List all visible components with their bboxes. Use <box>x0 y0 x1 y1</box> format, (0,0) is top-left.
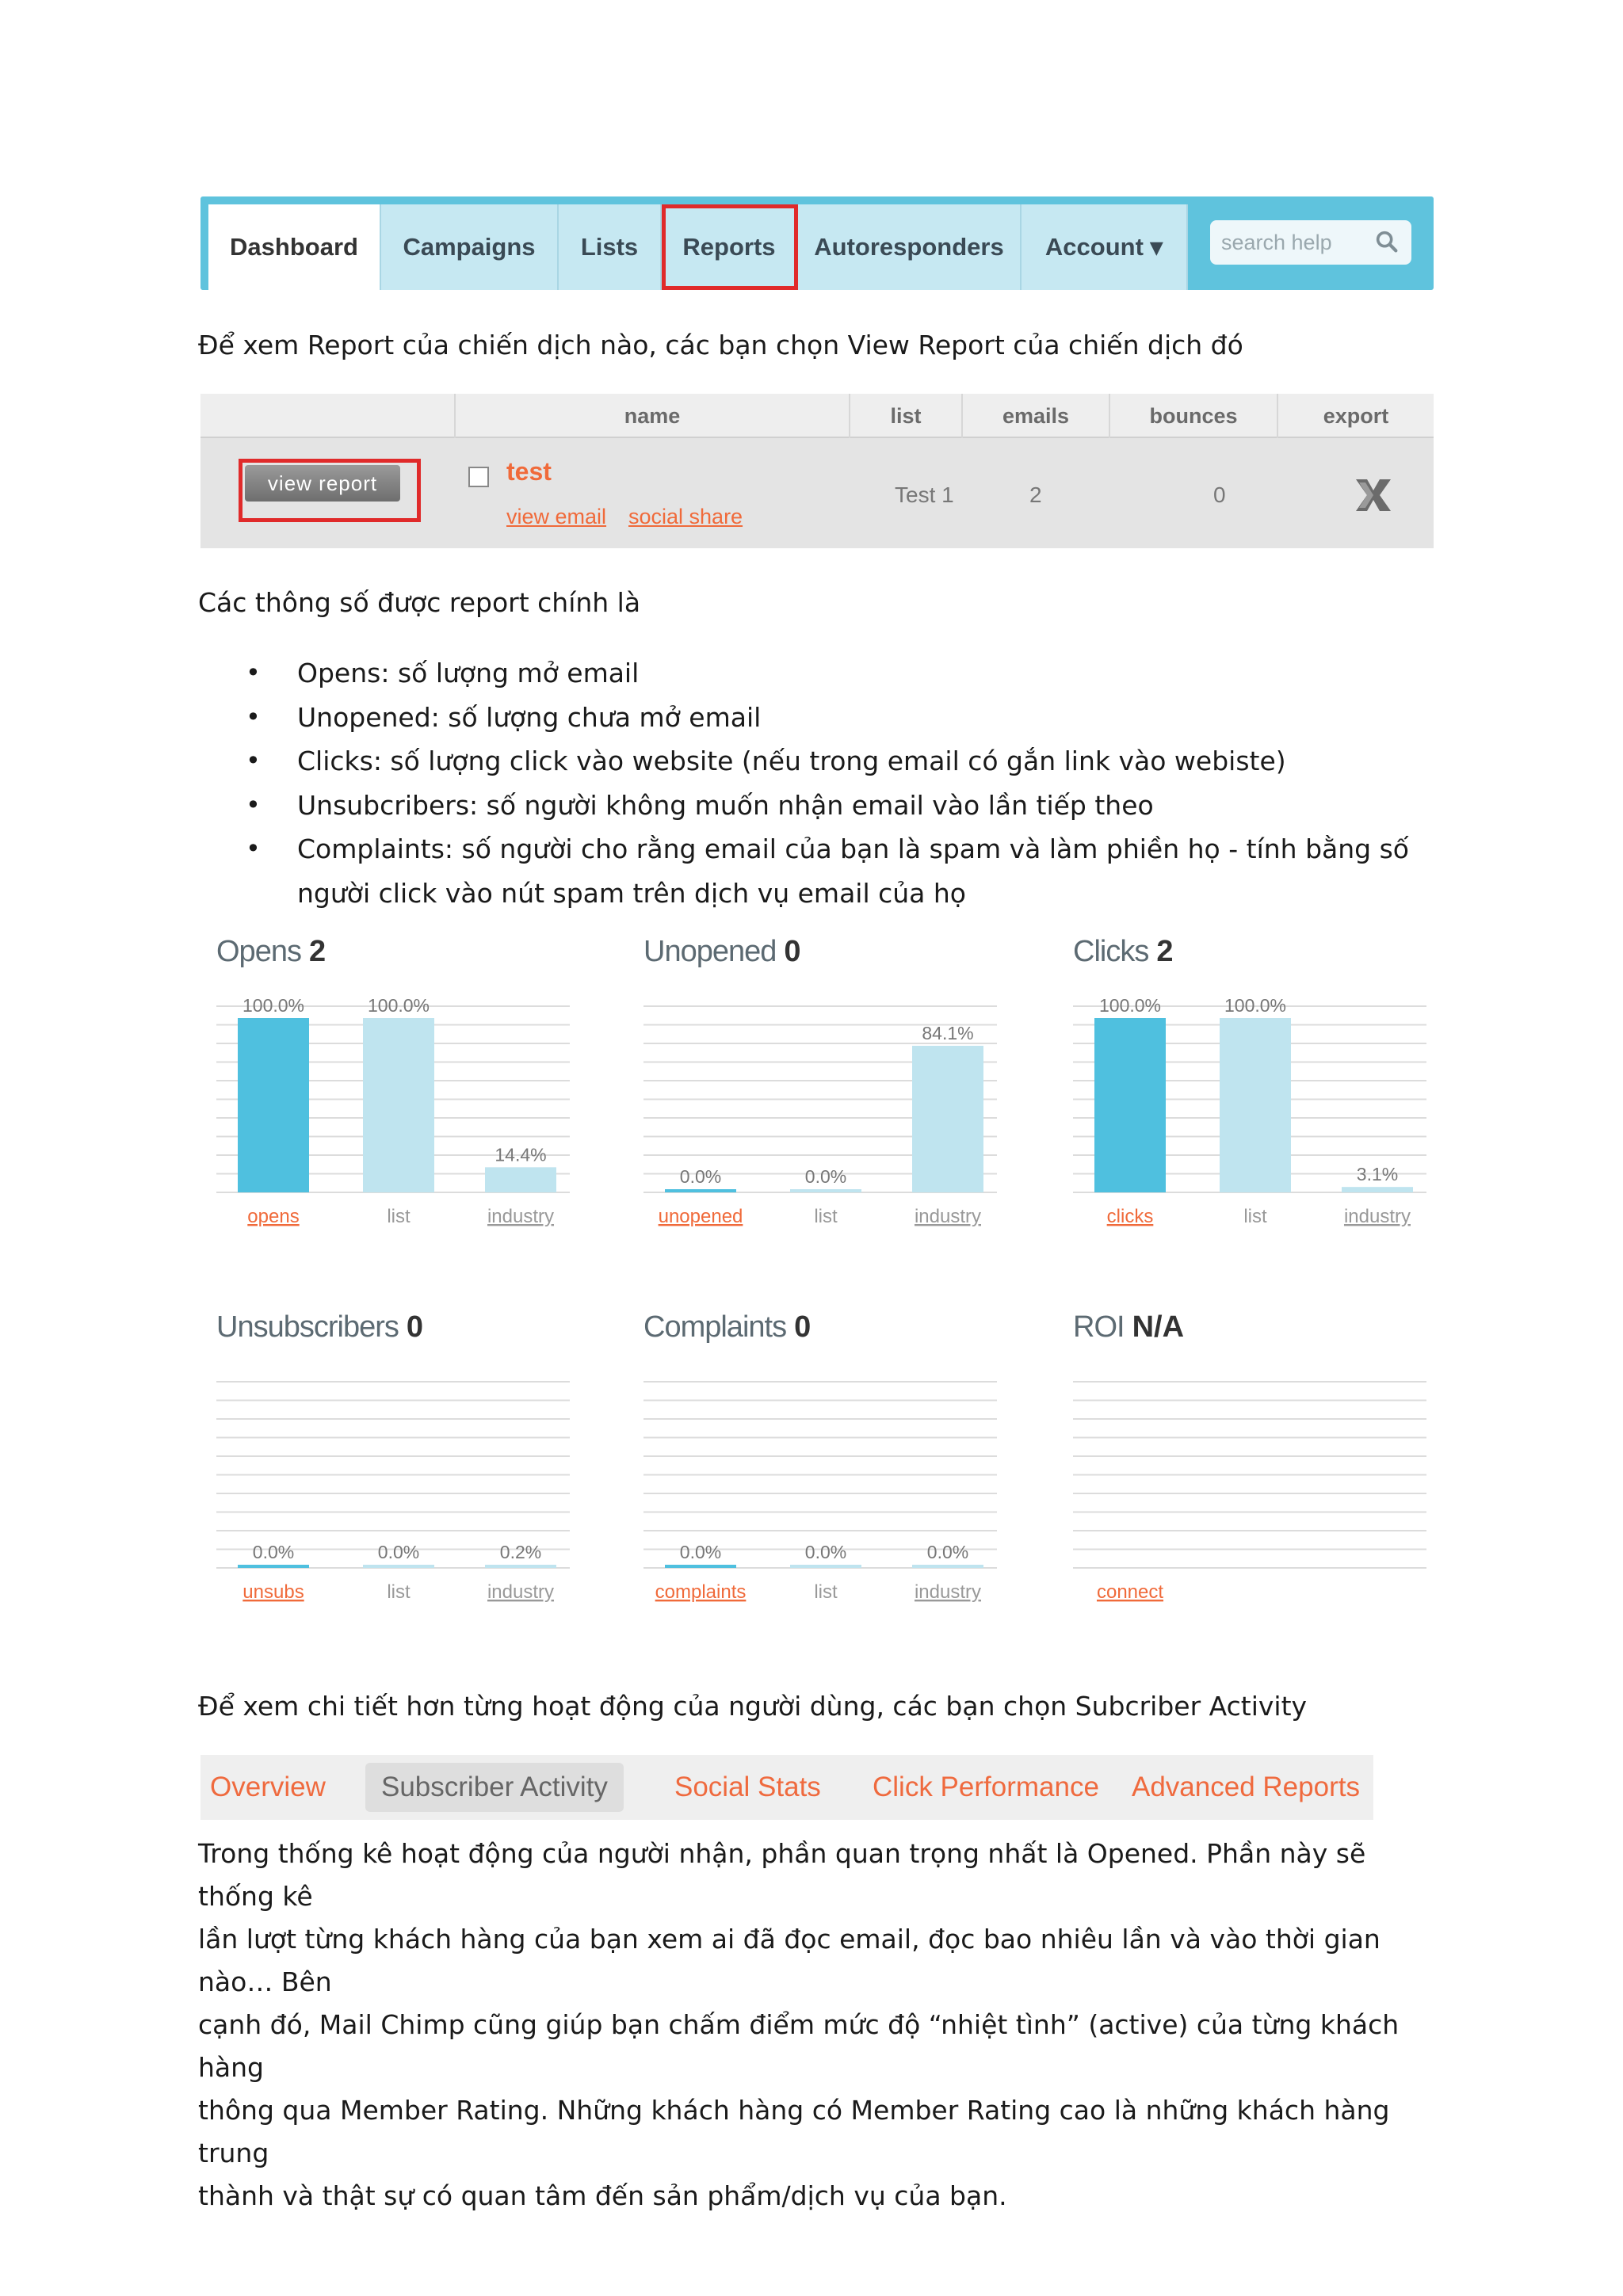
data-label: 100.0% <box>242 995 305 1016</box>
campaign-name-link[interactable]: test <box>506 457 552 486</box>
data-label: 0.0% <box>252 1542 295 1562</box>
paragraph-opened-explanation <box>198 1833 1434 2218</box>
bar-unsubs <box>238 1565 309 1568</box>
bar-list <box>363 1018 434 1192</box>
chart-panel-clicks <box>1057 935 1430 1268</box>
chart-title: Clicks 2 <box>1073 935 1174 968</box>
list-item: • Opens: số lượng mở email <box>246 651 1434 696</box>
column-header-name[interactable]: name <box>454 394 849 438</box>
tab-advanced-reports[interactable]: Advanced Reports <box>1132 1772 1360 1802</box>
data-label: 84.1% <box>922 1022 974 1043</box>
campaign-table <box>200 394 1434 548</box>
data-label: 0.0% <box>679 1542 722 1562</box>
tab-subscriber-activity[interactable]: Subscriber Activity <box>365 1763 624 1812</box>
nav-tab-dashboard[interactable]: Dashboard <box>208 204 381 290</box>
search-icon[interactable] <box>1373 228 1400 255</box>
bar-clicks <box>1094 1018 1166 1192</box>
nav-tab-lists[interactable]: Lists <box>559 204 662 290</box>
chart-panel-unopened <box>628 935 1000 1268</box>
paragraph-line: thông qua Member Rating. Những khách hàng có Member Rating cao là những khách hàng trung <box>198 2095 1390 2168</box>
bar-industry <box>912 1046 983 1192</box>
bar-industry <box>912 1565 983 1568</box>
chart-title: Opens 2 <box>216 935 327 968</box>
chart-title: ROI N/A <box>1073 1310 1185 1344</box>
paragraph-view-report: Để xem Report của chiến dịch nào, các bạn chọn View Report của chiến dịch đó <box>198 330 1243 360</box>
paragraph-subscriber-activity: Để xem chi tiết hơn từng hoạt động của người dùng, các bạn chọn Subcriber Activity <box>198 1691 1308 1722</box>
social-share-link[interactable]: social share <box>628 505 743 528</box>
chart-svg <box>1057 935 1430 1268</box>
tick-label-list: list <box>387 1581 411 1603</box>
top-navigation-bar <box>200 196 1434 290</box>
bar-list <box>790 1565 861 1568</box>
chart-panel-opens <box>200 935 573 1268</box>
tick-label-list: list <box>1243 1206 1267 1227</box>
chart-panel-unsubscribers <box>200 1310 573 1643</box>
chart-panel-roi <box>1057 1310 1430 1643</box>
chart-title: Unsubscribers 0 <box>216 1310 424 1344</box>
tab-click-performance[interactable]: Click Performance <box>873 1772 1099 1802</box>
list-item: • Clicks: số lượng click vào website (nếu trong email có gắn link vào webiste) <box>246 739 1434 784</box>
tick-label-opens[interactable]: opens <box>247 1206 300 1227</box>
bar-industry <box>1342 1187 1413 1192</box>
data-label: 3.1% <box>1356 1164 1399 1185</box>
bar-list <box>1220 1018 1291 1192</box>
search-placeholder: search help <box>1221 230 1332 254</box>
bar-industry <box>485 1565 556 1568</box>
list-item: • Unsubcribers: số người không muốn nhận email vào lần tiếp theo <box>246 784 1434 828</box>
column-header-export[interactable]: export <box>1277 394 1434 438</box>
paragraph-line: Trong thống kê hoạt động của người nhận, phần quan trọng nhất là Opened. Phần này sẽ thống kê <box>198 1838 1366 1912</box>
chart-title: Unopened 0 <box>643 935 801 968</box>
bar-opens <box>238 1018 309 1192</box>
paragraph-line: lần lượt từng khách hàng của bạn xem ai đã đọc email, đọc bao nhiêu lần và vào thời gian nào… Bên <box>198 1924 1381 1997</box>
tick-label-connect[interactable]: connect <box>1096 1581 1164 1603</box>
bar-industry <box>485 1167 556 1192</box>
data-label: 0.0% <box>804 1542 847 1562</box>
tick-label-industry[interactable]: industry <box>487 1581 555 1603</box>
tick-label-industry[interactable]: industry <box>914 1581 982 1603</box>
chart-svg <box>1057 1310 1430 1643</box>
chart-title: Complaints 0 <box>643 1310 812 1344</box>
data-label: 14.4% <box>495 1144 547 1165</box>
data-label: 100.0% <box>1098 995 1162 1016</box>
tick-label-list: list <box>387 1206 411 1227</box>
column-header-bounces[interactable]: bounces <box>1109 394 1277 438</box>
data-label: 100.0% <box>1224 995 1287 1016</box>
tick-label-unopened[interactable]: unopened <box>658 1206 743 1227</box>
paragraph-line: cạnh đó, Mail Chimp cũng giúp bạn chấm điểm mức độ “nhiệt tình” (active) của từng khách hàng <box>198 2009 1400 2083</box>
tick-label-clicks[interactable]: clicks <box>1106 1206 1154 1227</box>
view-report-button[interactable]: view report <box>245 465 400 502</box>
column-header-list[interactable]: list <box>849 394 961 438</box>
data-label: 100.0% <box>367 995 430 1016</box>
nav-tab-campaigns[interactable]: Campaigns <box>381 204 559 290</box>
cell-list: Test 1 <box>895 482 954 507</box>
bar-complaints <box>665 1565 736 1568</box>
tick-label-industry[interactable]: industry <box>487 1206 555 1227</box>
search-input[interactable] <box>1210 220 1411 265</box>
excel-export-icon[interactable] <box>1351 476 1396 514</box>
data-label: 0.2% <box>499 1542 542 1562</box>
data-label: 0.0% <box>679 1166 722 1187</box>
data-label: 0.0% <box>377 1542 420 1562</box>
data-label: 0.0% <box>804 1166 847 1187</box>
bar-list <box>363 1565 434 1568</box>
row-checkbox[interactable] <box>468 467 489 487</box>
tick-label-list: list <box>814 1581 838 1603</box>
tick-label-unsubs[interactable]: unsubs <box>242 1581 304 1603</box>
tick-label-industry[interactable]: industry <box>1343 1206 1411 1227</box>
tick-label-industry[interactable]: industry <box>914 1206 982 1227</box>
view-email-link[interactable]: view email <box>506 505 607 528</box>
paragraph-line: thành và thật sự có quan tâm đến sản phẩm/dịch vụ của bạn. <box>198 2180 1007 2211</box>
chart-svg <box>628 935 1000 1268</box>
chart-svg <box>628 1310 1000 1643</box>
tick-label-complaints[interactable]: complaints <box>655 1581 747 1603</box>
report-subtabs <box>200 1755 1373 1820</box>
bar-unopened <box>665 1189 736 1192</box>
cell-bounces: 0 <box>1213 482 1226 507</box>
list-item: • Complaints: số người cho rằng email của bạn là spam và làm phiền họ - tính bằng số người click vào nút spam trên dịch vụ email của họ <box>246 827 1434 915</box>
paragraph-metrics-intro: Các thông số được report chính là <box>198 587 641 618</box>
tick-label-list: list <box>814 1206 838 1227</box>
list-item: • Unopened: số lượng chưa mở email <box>246 696 1434 740</box>
column-header-emails[interactable]: emails <box>961 394 1109 438</box>
chart-svg <box>200 1310 573 1643</box>
chart-svg <box>200 935 573 1268</box>
bar-list <box>790 1189 861 1192</box>
nav-tab-autoresponders[interactable]: Autoresponders <box>798 204 1022 290</box>
nav-tab-reports[interactable]: Reports <box>662 204 798 290</box>
cell-emails: 2 <box>1029 482 1042 507</box>
chart-panel-complaints <box>628 1310 1000 1643</box>
tab-social-stats[interactable]: Social Stats <box>674 1772 821 1802</box>
metrics-bullet-list <box>246 651 1434 915</box>
data-label: 0.0% <box>926 1542 969 1562</box>
tab-overview[interactable]: Overview <box>210 1772 326 1802</box>
table-header <box>200 394 1434 438</box>
nav-tab-account[interactable]: Account ▾ <box>1022 204 1188 290</box>
